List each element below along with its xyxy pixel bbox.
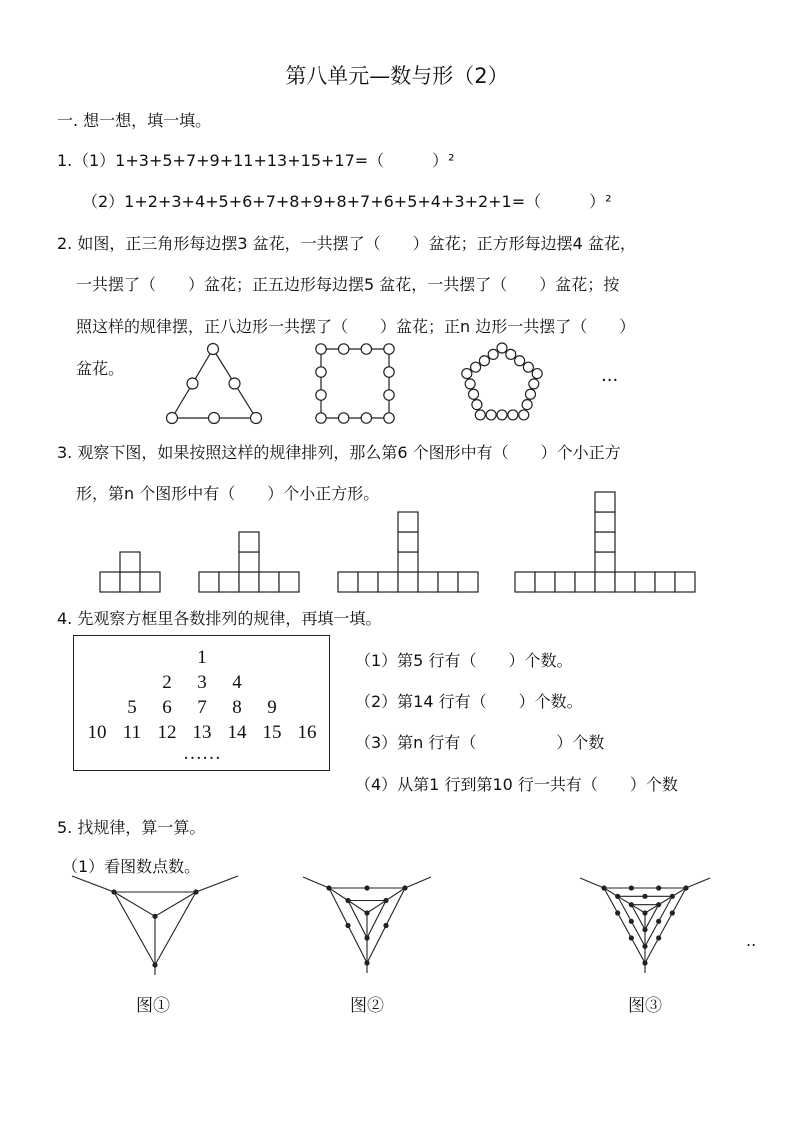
number-cell: 12 — [157, 722, 177, 743]
extension-line — [303, 877, 329, 888]
dot — [656, 902, 661, 907]
dot — [656, 919, 661, 924]
figure-caption-1: 图① — [136, 996, 170, 1015]
q2-line1: 2. 如图，正三角形每边摆3 盆花，一共摆了（ ）盆花；正方形每边摆4 盆花， — [57, 234, 636, 253]
number-cell: 3 — [197, 672, 207, 693]
q4-sub3: （3）第n 行有（ ）个数 — [355, 733, 605, 752]
dot — [683, 885, 688, 890]
number-cell: 6 — [162, 697, 172, 718]
number-cell: 8 — [232, 697, 242, 718]
dot — [402, 885, 407, 890]
number-cell: 7 — [197, 697, 207, 718]
number-cell: 1 — [197, 647, 207, 668]
figure-caption-3: 图③ — [628, 996, 662, 1015]
number-ellipsis: …… — [183, 743, 221, 764]
number-cell: 11 — [122, 722, 142, 743]
q4-sub2: （2）第14 行有（ ）个数。 — [355, 692, 583, 711]
q5-sub1: （1）看图数点数。 — [62, 857, 201, 876]
q2-line3: 照这样的规律摆，正八边形一共摆了（ ）盆花；正n 边形一共摆了（ ） — [76, 317, 636, 336]
extension-line — [580, 878, 604, 888]
dot — [383, 923, 388, 928]
dot — [383, 898, 388, 903]
q2-line2: 一共摆了（ ）盆花；正五边形每边摆5 盆花，一共摆了（ ）盆花；按 — [76, 275, 620, 294]
dot — [670, 910, 675, 915]
number-cell: 2 — [162, 672, 172, 693]
dot — [642, 927, 647, 932]
dot — [364, 935, 369, 940]
extension-line — [686, 878, 710, 888]
dot — [615, 894, 620, 899]
dot — [642, 910, 647, 915]
number-cell: 10 — [87, 722, 107, 743]
extension-line — [72, 876, 114, 892]
dot — [656, 885, 661, 890]
dot — [629, 885, 634, 890]
dot — [642, 960, 647, 965]
number-cell: 14 — [227, 722, 247, 743]
dot — [629, 935, 634, 940]
dot — [615, 910, 620, 915]
extension-line — [196, 876, 238, 892]
dot — [670, 894, 675, 899]
number-cell: 16 — [297, 722, 317, 743]
dot — [152, 962, 157, 967]
q4-line1: 4. 先观察方框里各数排列的规律，再填一填。 — [57, 609, 382, 628]
dot — [345, 923, 350, 928]
stray-dots: .. — [746, 931, 757, 950]
number-cell: 13 — [192, 722, 212, 743]
dot — [364, 910, 369, 915]
q3-line2: 形，第n 个图形中有（ ）个小正方形。 — [76, 484, 380, 503]
dot — [656, 935, 661, 940]
dot — [152, 914, 157, 919]
q5-line1: 5. 找规律，算一算。 — [57, 818, 206, 837]
number-cell: 5 — [127, 697, 137, 718]
dot — [642, 894, 647, 899]
spoke-line — [155, 892, 196, 916]
q1-part2: （2）1+2+3+4+5+6+7+8+9+8+7+6+5+4+3+2+1=（ ）² — [82, 192, 612, 211]
page-title: 第八单元—数与形（2） — [285, 64, 509, 88]
q2-line4: 盆花。 — [76, 359, 125, 378]
q1-number: 1. — [57, 151, 73, 170]
dot — [364, 885, 369, 890]
q2-ellipsis: ··· — [601, 370, 619, 391]
dot — [326, 885, 331, 890]
q3-line1: 3. 观察下图，如果按照这样的规律排列，那么第6 个图形中有（ ）个小正方 — [57, 443, 621, 462]
number-cell: 15 — [262, 722, 282, 743]
q4-sub1: （1）第5 行有（ ）个数。 — [355, 651, 573, 670]
number-cell: 4 — [232, 672, 242, 693]
dot — [364, 960, 369, 965]
dot — [193, 889, 198, 894]
spoke-line — [114, 892, 155, 916]
dot — [111, 889, 116, 894]
section-heading: 一. 想一想，填一填。 — [57, 111, 212, 130]
extension-line — [405, 877, 431, 888]
number-cell: 9 — [267, 697, 277, 718]
dot — [601, 885, 606, 890]
q4-sub4: （4）从第1 行到第10 行一共有（ ）个数 — [355, 775, 678, 794]
figure-caption-2: 图② — [350, 996, 384, 1015]
q1-part1: （1）1+3+5+7+9+11+13+15+17=（ ）² — [73, 151, 455, 170]
dot — [629, 919, 634, 924]
dot — [345, 898, 350, 903]
dot — [629, 902, 634, 907]
dot — [642, 944, 647, 949]
